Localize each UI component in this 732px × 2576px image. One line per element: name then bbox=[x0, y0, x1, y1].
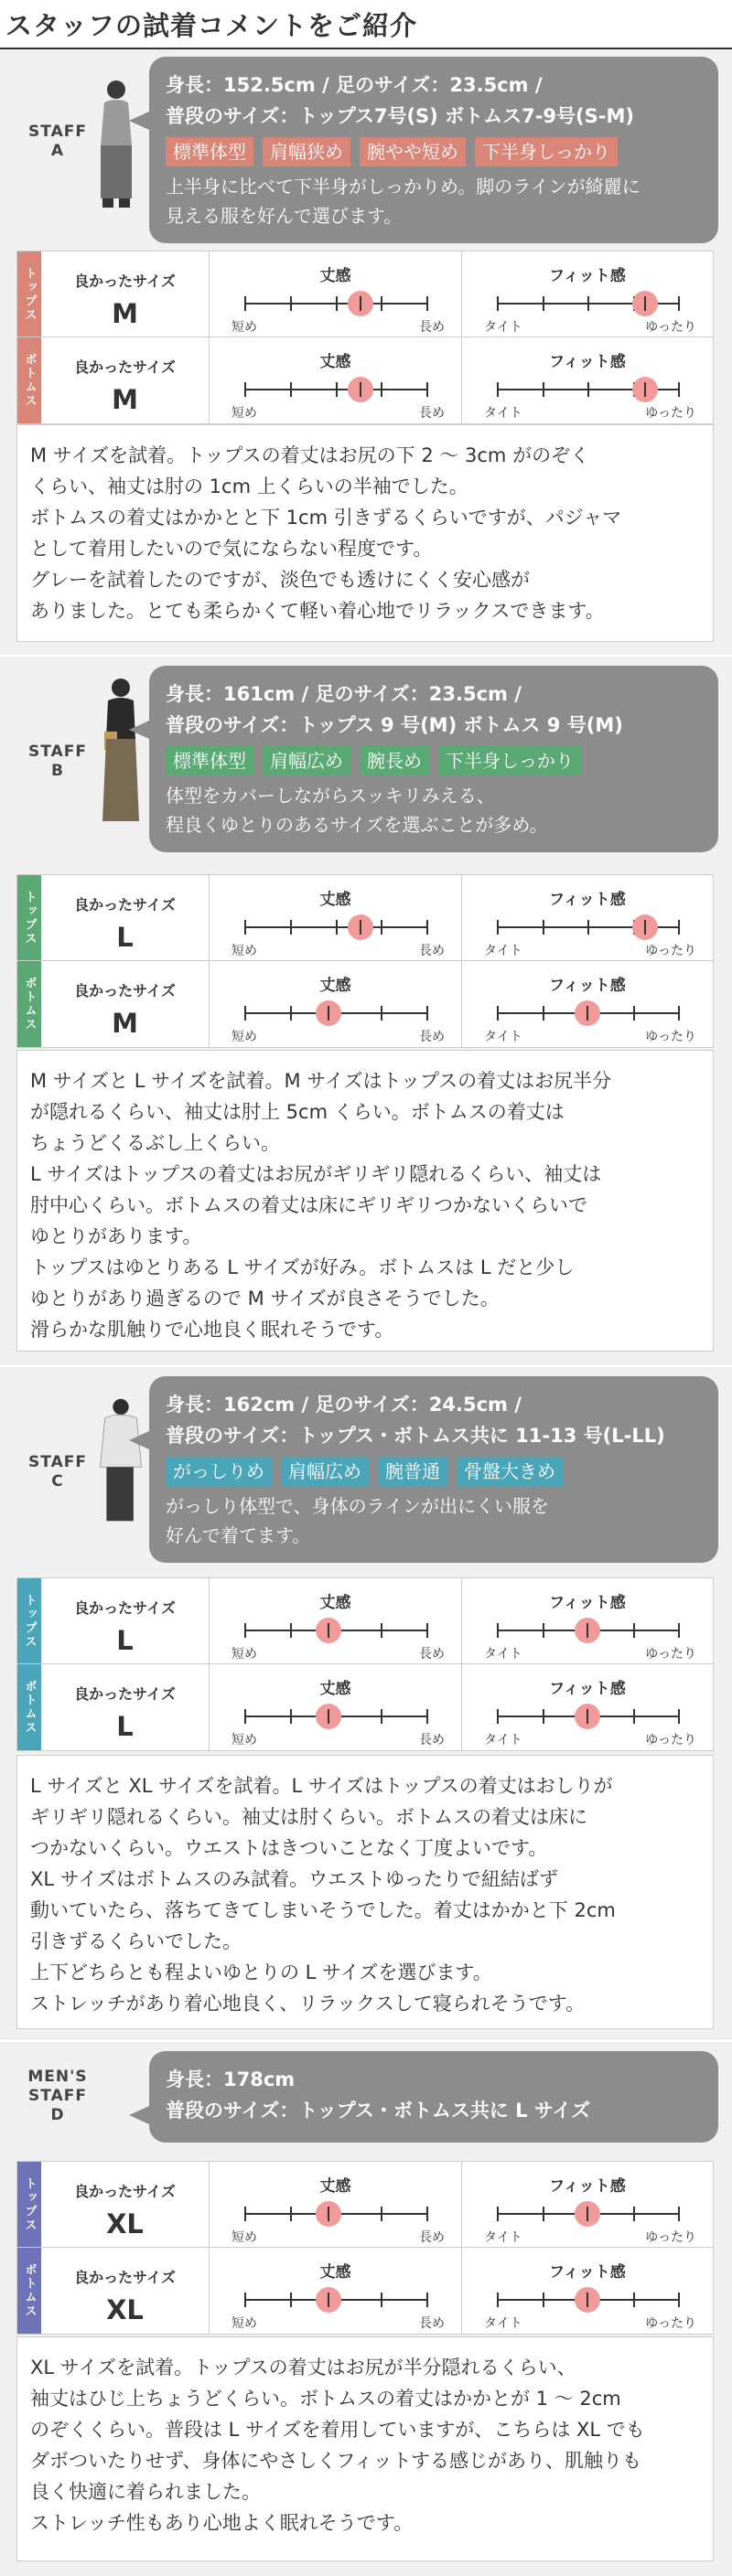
scale-tick bbox=[633, 1623, 635, 1638]
staff-photo bbox=[97, 1385, 145, 1541]
scale-tick bbox=[290, 382, 292, 397]
scale-tick bbox=[633, 2207, 635, 2221]
fit-table bbox=[16, 874, 714, 1048]
scale-tick bbox=[426, 2293, 428, 2307]
comment-box: XL サイズを試着。トップスの着丈はお尻が半分隠れるくらい、 袖丈はひじ上ちょうどくらい。ボトムスの着丈はかかとが 1 ～ 2cm のぞくくらい。普段は L サイズを着用していますが、こちらは XL でも ダボついたりせず、身体にやさしくフィットする感じがあり、肌触りも 良く快適に着られました。 ストレッチ性もあり心地よく眠れそうです。 bbox=[16, 2336, 714, 2561]
body-tag: 下半身しっかり bbox=[438, 746, 581, 775]
scale-tick bbox=[678, 2207, 680, 2221]
fit-title: フィット感 bbox=[549, 891, 626, 909]
fit-table bbox=[16, 2161, 714, 2335]
profile-bubble bbox=[149, 1376, 718, 1563]
scale-tick bbox=[381, 2293, 382, 2307]
scale-tick bbox=[633, 1006, 635, 1021]
body-description: 上半身に比べて下半身がしっかりめ。脚のラインが綺麗に 見える服を好んで選びます。 bbox=[166, 176, 640, 227]
profile-bubble bbox=[149, 666, 718, 852]
scale-tick bbox=[678, 1006, 680, 1021]
body-type-tags bbox=[166, 137, 702, 166]
scale-tick bbox=[426, 1623, 428, 1638]
category-bottoms: ボトムス bbox=[17, 961, 41, 1047]
scale-tick bbox=[543, 1709, 544, 1724]
scale-min-label: 短め bbox=[231, 320, 257, 335]
length-scale bbox=[244, 303, 426, 305]
scale-marker bbox=[575, 1618, 600, 1643]
staff-photo bbox=[92, 77, 139, 214]
body-tag: 腕やや短め bbox=[360, 137, 466, 166]
good-size-label: 良かったサイズ bbox=[74, 1685, 176, 1703]
scale-marker bbox=[316, 1000, 341, 1026]
scale-tick bbox=[426, 382, 428, 397]
scale-tick bbox=[543, 2293, 544, 2307]
scale-tick bbox=[244, 1709, 246, 1724]
length-title: 丈感 bbox=[319, 1594, 351, 1612]
staff-label: STAFF C bbox=[28, 1453, 87, 1491]
scale-min-label: タイト bbox=[484, 2316, 522, 2331]
scale-tick bbox=[678, 382, 680, 397]
scale-marker bbox=[575, 1000, 600, 1026]
scale-marker bbox=[316, 1704, 341, 1729]
scale-tick bbox=[244, 2207, 246, 2221]
scale-marker bbox=[316, 2201, 341, 2227]
fit-scale bbox=[497, 1012, 678, 1014]
comment-box: M サイズと L サイズを試着。M サイズはトップスの着丈はお尻半分 が隠れるくらい、袖丈は肘上 5cm くらい。ボトムスの着丈は ちょうどくるぶし上くらい。 L サイズはトップスの着丈はお尻がギリギリ隠れるくらい、袖丈は 肘中心くらい。ボトムスの着丈は床にギリギリつかないくらいで ゆとりがあります。 トップスはゆとりある L サイズが好み。ボトムスは L だと少し ゆとりがあり過ぎるので M サイズが良さそうでした。 滑らかな肌触りで心地良く眠れそうです。 bbox=[16, 1050, 714, 1352]
profile-bubble bbox=[149, 57, 718, 243]
staff-section-c bbox=[0, 1367, 732, 2040]
scale-tick bbox=[543, 1623, 544, 1638]
height-info: 身長：178cm bbox=[166, 2068, 296, 2090]
good-size-label: 良かったサイズ bbox=[74, 982, 176, 999]
bottoms-size: L bbox=[116, 1711, 134, 1742]
fit-scale bbox=[497, 1716, 678, 1717]
scale-marker bbox=[316, 1618, 341, 1643]
category-tops: トップス bbox=[17, 875, 41, 960]
bottoms-size: M bbox=[112, 1008, 138, 1039]
scale-tick bbox=[290, 920, 292, 935]
scale-tick bbox=[290, 1623, 292, 1638]
length-title: 丈感 bbox=[319, 2177, 351, 2196]
scale-tick bbox=[543, 382, 544, 397]
body-tag: 肩幅広め bbox=[263, 746, 350, 775]
profile-bubble bbox=[149, 2051, 718, 2143]
length-scale bbox=[244, 2213, 426, 2215]
fit-scale bbox=[497, 2213, 678, 2215]
scale-min-label: 短め bbox=[231, 944, 257, 958]
scale-tick bbox=[426, 920, 428, 935]
scale-tick bbox=[497, 2207, 499, 2221]
scale-max-label: ゆったり bbox=[645, 2230, 696, 2245]
fit-scale bbox=[497, 926, 678, 928]
scale-max-label: ゆったり bbox=[645, 320, 696, 335]
scale-tick bbox=[497, 2293, 499, 2307]
fit-title: フィット感 bbox=[549, 267, 626, 285]
fit-title: フィット感 bbox=[549, 1680, 626, 1698]
fit-row-tops bbox=[17, 1578, 713, 1664]
scale-marker bbox=[632, 291, 658, 316]
scale-max-label: 長め bbox=[419, 1030, 445, 1044]
scale-tick bbox=[678, 920, 680, 935]
length-scale bbox=[244, 1630, 426, 1631]
scale-tick bbox=[381, 920, 382, 935]
scale-tick bbox=[244, 920, 246, 935]
fit-row-tops bbox=[17, 251, 713, 337]
bottoms-size: M bbox=[112, 384, 138, 415]
body-tag: 肩幅狭め bbox=[263, 137, 350, 166]
length-scale bbox=[244, 2299, 426, 2301]
scale-tick bbox=[497, 296, 499, 311]
scale-tick bbox=[244, 2293, 246, 2307]
scale-tick bbox=[290, 2207, 292, 2221]
comment-box: M サイズを試着。トップスの着丈はお尻の下 2 ～ 3cm がのぞく くらい、袖丈は肘の 1cm 上くらいの半袖でした。 ボトムスの着丈はかかとと下 1cm 引きずるくらいですが、パジャマ として着用したいので気にならない程度です。 グレーを試着したのですが、淡色でも透けにくく安心感が ありました。とても柔らかくて軽い着心地でリラックスできます。 bbox=[16, 424, 714, 642]
body-tag: 標準体型 bbox=[166, 746, 253, 775]
scale-tick bbox=[543, 2207, 544, 2221]
scale-tick bbox=[290, 296, 292, 311]
scale-tick bbox=[497, 920, 499, 935]
scale-min-label: 短め bbox=[231, 1733, 257, 1748]
body-tag: 腕長め bbox=[360, 746, 429, 775]
length-scale bbox=[244, 926, 426, 928]
good-size-label: 良かったサイズ bbox=[74, 2183, 176, 2200]
height-info: 身長：162cm / 足のサイズ：24.5cm / bbox=[166, 1394, 522, 1416]
scale-tick bbox=[587, 296, 589, 311]
body-tag: 腕普通 bbox=[378, 1457, 447, 1486]
scale-tick bbox=[381, 382, 382, 397]
scale-tick bbox=[678, 2293, 680, 2307]
usual-size-info: 普段のサイズ：トップス 9 号(M) ボトムス 9 号(M) bbox=[166, 714, 623, 736]
staff-label: MEN'S STAFF D bbox=[27, 2068, 88, 2124]
scale-marker bbox=[316, 2287, 341, 2313]
scale-max-label: 長め bbox=[419, 2316, 445, 2331]
scale-tick bbox=[426, 296, 428, 311]
scale-max-label: ゆったり bbox=[645, 944, 696, 958]
scale-tick bbox=[678, 1623, 680, 1638]
staff-section-d bbox=[0, 2042, 732, 2576]
fit-title: フィット感 bbox=[549, 2263, 626, 2282]
good-size-label: 良かったサイズ bbox=[74, 896, 176, 914]
body-tag: がっしりめ bbox=[166, 1457, 272, 1486]
scale-tick bbox=[497, 1709, 499, 1724]
scale-tick bbox=[336, 296, 338, 311]
scale-tick bbox=[336, 382, 338, 397]
body-description: 体型をカバーしながらスッキリみえる、 程良くゆとりのあるサイズを選ぶことが多め。 bbox=[166, 785, 548, 836]
fit-table bbox=[16, 251, 714, 424]
length-scale bbox=[244, 389, 426, 390]
good-size-label: 良かったサイズ bbox=[74, 358, 176, 376]
length-title: 丈感 bbox=[319, 1680, 351, 1698]
fit-title: フィット感 bbox=[549, 977, 626, 995]
staff-section-a bbox=[0, 49, 732, 655]
tops-size: M bbox=[112, 298, 138, 329]
scale-max-label: 長め bbox=[419, 1647, 445, 1662]
scale-tick bbox=[633, 2293, 635, 2307]
fit-row-bottoms bbox=[17, 1664, 713, 1750]
category-tops: トップス bbox=[17, 2162, 41, 2247]
height-info: 身長：161cm / 足のサイズ：23.5cm / bbox=[166, 683, 522, 705]
usual-size-info: 普段のサイズ：トップス・ボトムス共に L サイズ bbox=[166, 2100, 591, 2122]
scale-tick bbox=[587, 382, 589, 397]
usual-size-info: 普段のサイズ：トップス・ボトムス共に 11-13 号(L-LL) bbox=[166, 1425, 665, 1447]
scale-tick bbox=[381, 1623, 382, 1638]
scale-tick bbox=[678, 296, 680, 311]
staff-section-b bbox=[0, 657, 732, 1365]
scale-marker bbox=[632, 377, 658, 402]
staff-photo bbox=[97, 675, 145, 830]
body-type-tags bbox=[166, 746, 702, 775]
scale-tick bbox=[290, 1709, 292, 1724]
fit-row-bottoms bbox=[17, 337, 713, 423]
length-title: 丈感 bbox=[319, 267, 351, 285]
body-type-tags bbox=[166, 1457, 702, 1486]
scale-min-label: 短め bbox=[231, 1647, 257, 1662]
page-header bbox=[0, 0, 732, 49]
scale-marker bbox=[348, 291, 373, 316]
scale-marker bbox=[632, 914, 658, 940]
tops-size: L bbox=[116, 922, 134, 953]
good-size-label: 良かったサイズ bbox=[74, 273, 176, 290]
fit-title: フィット感 bbox=[549, 353, 626, 371]
length-title: 丈感 bbox=[319, 353, 351, 371]
height-info: 身長：152.5cm / 足のサイズ：23.5cm / bbox=[166, 74, 543, 96]
scale-min-label: 短め bbox=[231, 1030, 257, 1044]
scale-tick bbox=[381, 1006, 382, 1021]
scale-tick bbox=[244, 382, 246, 397]
category-bottoms: ボトムス bbox=[17, 1664, 41, 1750]
scale-min-label: タイト bbox=[484, 944, 522, 958]
body-tag: 標準体型 bbox=[166, 137, 253, 166]
scale-min-label: タイト bbox=[484, 2230, 522, 2245]
scale-marker bbox=[348, 377, 373, 402]
scale-marker bbox=[575, 1704, 600, 1729]
fit-scale bbox=[497, 1630, 678, 1631]
good-size-label: 良かったサイズ bbox=[74, 2269, 176, 2286]
scale-max-label: ゆったり bbox=[645, 2316, 696, 2331]
scale-tick bbox=[336, 920, 338, 935]
tops-size: XL bbox=[106, 2208, 144, 2239]
scale-tick bbox=[497, 1006, 499, 1021]
scale-max-label: ゆったり bbox=[645, 406, 696, 421]
fit-row-bottoms bbox=[17, 2248, 713, 2334]
scale-min-label: タイト bbox=[484, 406, 522, 421]
scale-min-label: タイト bbox=[484, 320, 522, 335]
length-title: 丈感 bbox=[319, 891, 351, 909]
fit-row-bottoms bbox=[17, 961, 713, 1047]
fit-title: フィット感 bbox=[549, 1594, 626, 1612]
scale-max-label: 長め bbox=[419, 944, 445, 958]
good-size-label: 良かったサイズ bbox=[74, 1599, 176, 1617]
scale-tick bbox=[426, 2207, 428, 2221]
body-description: がっしり体型で、身体のラインが出にくい服を 好んで着てます。 bbox=[166, 1495, 549, 1546]
scale-marker bbox=[575, 2201, 600, 2227]
fit-scale bbox=[497, 303, 678, 305]
scale-max-label: ゆったり bbox=[645, 1647, 696, 1662]
category-tops: トップス bbox=[17, 251, 41, 337]
scale-min-label: 短め bbox=[231, 406, 257, 421]
scale-max-label: ゆったり bbox=[645, 1733, 696, 1748]
page-title: スタッフの試着コメントをご紹介 bbox=[5, 9, 418, 41]
length-scale bbox=[244, 1716, 426, 1717]
tops-size: L bbox=[116, 1625, 134, 1656]
comment-box: L サイズと XL サイズを試着。L サイズはトップスの着丈はおしりが ギリギリ隠れるくらい。袖丈は肘くらい。ボトムスの着丈は床に つかないくらい。ウエストはきついことなく丁度よいです。 XL サイズはボトムスのみ試着。ウエストゆったりで紐結ばず 動いていたら、落ちてきてしまいそうでした。着丈はかかと下 2cm 引きずるくらいでした。 上下どちらとも程よいゆとりの L サイズを選びます。 ストレッチがあり着心地良く、リラックスして寝られそうです。 bbox=[16, 1755, 714, 2029]
fit-scale bbox=[497, 389, 678, 390]
scale-tick bbox=[381, 1709, 382, 1724]
fit-row-tops bbox=[17, 2162, 713, 2248]
fit-scale bbox=[497, 2299, 678, 2301]
body-tag: 骨盤大きめ bbox=[457, 1457, 563, 1486]
body-tag: 肩幅広め bbox=[281, 1457, 369, 1486]
staff-label: STAFF A bbox=[28, 123, 87, 160]
scale-max-label: 長め bbox=[419, 406, 445, 421]
scale-min-label: 短め bbox=[231, 2316, 257, 2331]
scale-tick bbox=[587, 920, 589, 935]
scale-tick bbox=[543, 296, 544, 311]
scale-marker bbox=[348, 914, 373, 940]
scale-min-label: タイト bbox=[484, 1030, 522, 1044]
scale-tick bbox=[543, 920, 544, 935]
scale-tick bbox=[543, 1006, 544, 1021]
fit-table bbox=[16, 1577, 714, 1751]
scale-tick bbox=[633, 1709, 635, 1724]
staff-label: STAFF B bbox=[28, 743, 87, 780]
scale-tick bbox=[497, 382, 499, 397]
length-title: 丈感 bbox=[319, 977, 351, 995]
category-tops: トップス bbox=[17, 1578, 41, 1663]
scale-tick bbox=[290, 1006, 292, 1021]
scale-tick bbox=[426, 1709, 428, 1724]
scale-tick bbox=[244, 1006, 246, 1021]
usual-size-info: 普段のサイズ：トップス7号(S) ボトムス7-9号(S-M) bbox=[166, 105, 634, 127]
scale-min-label: 短め bbox=[231, 2230, 257, 2245]
scale-tick bbox=[678, 1709, 680, 1724]
length-scale bbox=[244, 1012, 426, 1014]
length-title: 丈感 bbox=[319, 2263, 351, 2282]
scale-tick bbox=[381, 2207, 382, 2221]
scale-max-label: ゆったり bbox=[645, 1030, 696, 1044]
scale-marker bbox=[575, 2287, 600, 2313]
scale-tick bbox=[426, 1006, 428, 1021]
category-bottoms: ボトムス bbox=[17, 2248, 41, 2334]
scale-min-label: タイト bbox=[484, 1733, 522, 1748]
scale-tick bbox=[244, 1623, 246, 1638]
scale-min-label: タイト bbox=[484, 1647, 522, 1662]
category-bottoms: ボトムス bbox=[17, 337, 41, 423]
scale-max-label: 長め bbox=[419, 1733, 445, 1748]
scale-tick bbox=[244, 296, 246, 311]
scale-tick bbox=[497, 1623, 499, 1638]
body-tag: 下半身しっかり bbox=[475, 137, 618, 166]
fit-row-tops bbox=[17, 875, 713, 961]
scale-max-label: 長め bbox=[419, 2230, 445, 2245]
bottoms-size: XL bbox=[106, 2294, 144, 2325]
fit-title: フィット感 bbox=[549, 2177, 626, 2196]
scale-max-label: 長め bbox=[419, 320, 445, 335]
scale-tick bbox=[290, 2293, 292, 2307]
scale-tick bbox=[381, 296, 382, 311]
